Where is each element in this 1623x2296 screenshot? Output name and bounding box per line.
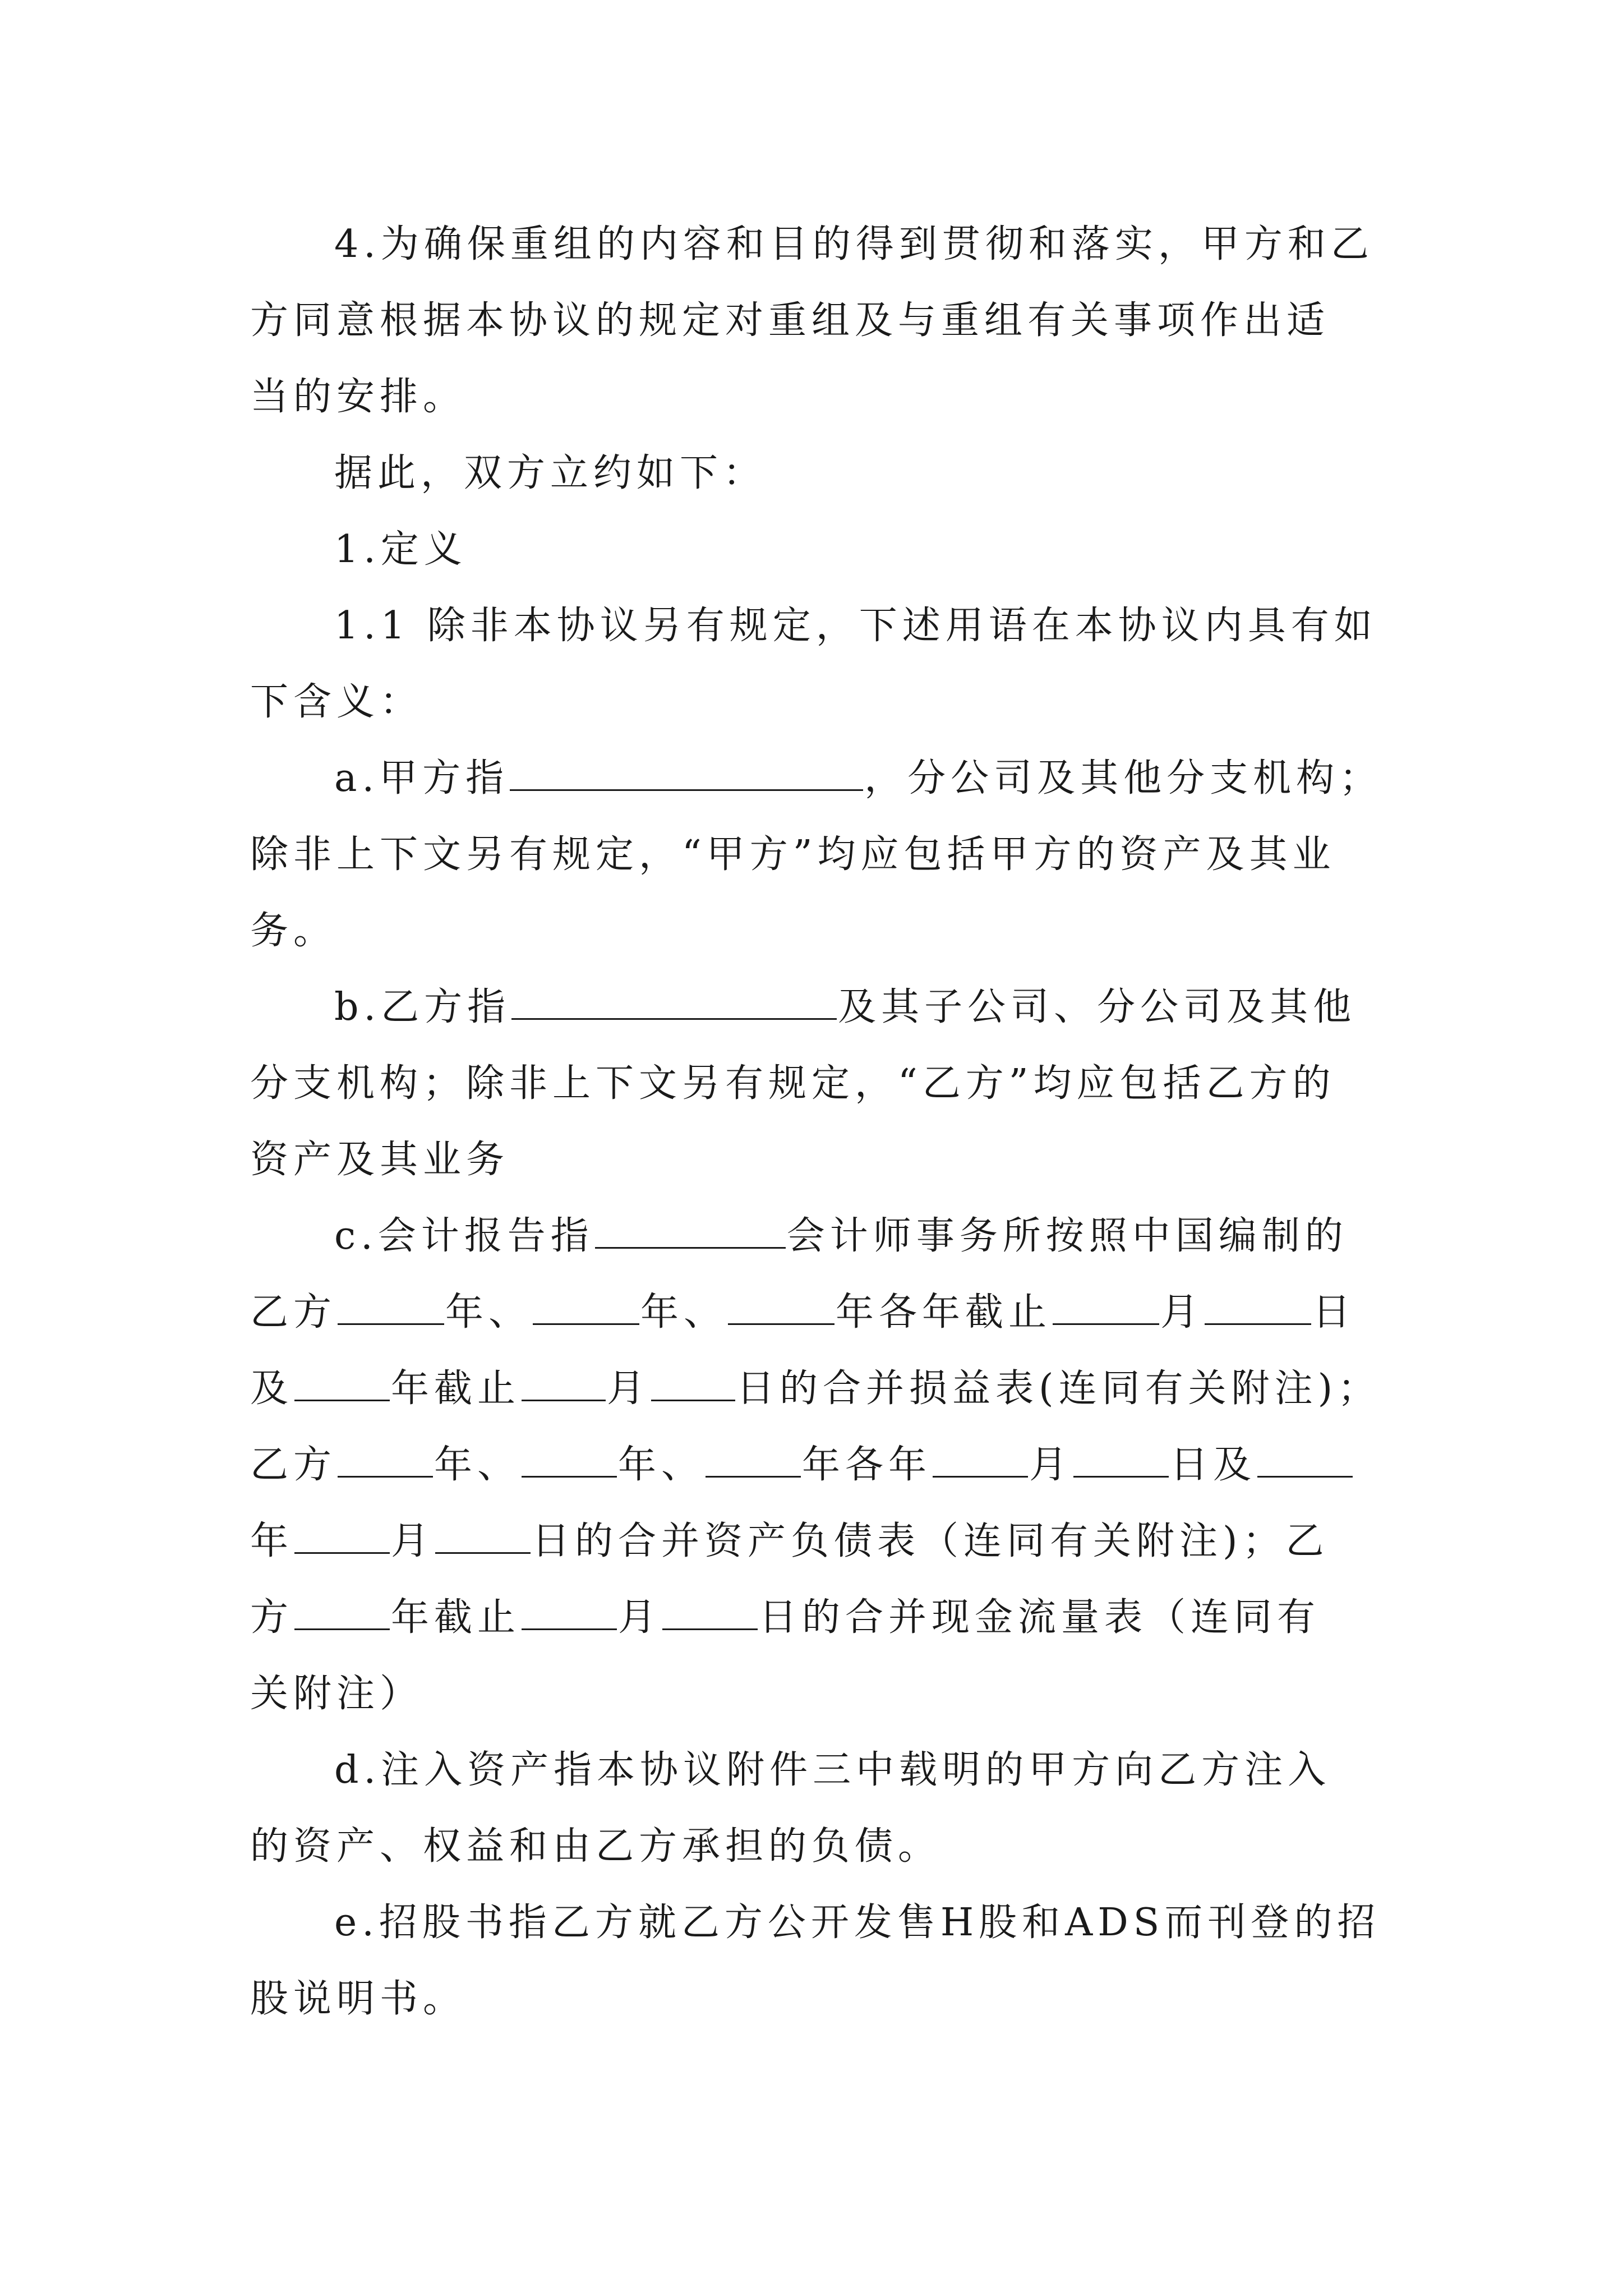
text-fragment: 年 xyxy=(250,1519,294,1563)
item-a-prefix: a.甲方指 xyxy=(334,756,509,800)
blank-field[interactable] xyxy=(294,1365,390,1401)
item-b-line-2: 分支机构；除非上下文另有规定，“乙方”均应包括乙方的 xyxy=(250,1061,1336,1106)
text-fragment: 方 xyxy=(250,1595,294,1640)
blank-field[interactable] xyxy=(1205,1289,1311,1325)
text-fragment: 年、 xyxy=(445,1290,532,1335)
blank-field[interactable] xyxy=(1073,1442,1169,1478)
blank-field[interactable] xyxy=(511,984,837,1020)
blank-field[interactable] xyxy=(728,1289,834,1325)
item-c-prefix: c.会计报告指 xyxy=(334,1214,594,1258)
text-fragment: 年、 xyxy=(640,1290,727,1335)
clause-1-1-line-1: 1.1 除非本协议另有规定，下述用语在本协议内具有如 xyxy=(334,604,1377,648)
item-b-suffix: 及其子公司、分公司及其他 xyxy=(838,985,1357,1029)
text-fragment: 乙方 xyxy=(250,1290,337,1335)
para-4-line-3: 当的安排。 xyxy=(250,375,467,419)
blank-field[interactable] xyxy=(651,1365,735,1401)
blank-field[interactable] xyxy=(1257,1442,1353,1478)
item-c-line-6 xyxy=(250,1580,1320,1656)
text-fragment: 日及 xyxy=(1170,1443,1257,1487)
text-fragment: 年各年截止 xyxy=(836,1290,1052,1335)
item-d-line-1: d.注入资产指本协议附件三中载明的甲方向乙方注入 xyxy=(334,1748,1331,1792)
item-c-suffix: 会计师事务所按照中国编制的 xyxy=(786,1214,1348,1258)
text-fragment: 年各年 xyxy=(802,1443,932,1487)
blank-field[interactable] xyxy=(933,1442,1028,1478)
text-fragment: 日的合并损益表(连同有关附注)； xyxy=(736,1366,1381,1411)
item-a-suffix: ，分公司及其他分支机构； xyxy=(864,756,1383,800)
item-a-line-2: 除非上下文另有规定，“甲方”均应包括甲方的资产及其业 xyxy=(250,832,1336,877)
para-4-line-2: 方同意根据本协议的规定对重组及与重组有关事项作出适 xyxy=(250,298,1330,343)
blank-field[interactable] xyxy=(294,1518,390,1554)
blank-field[interactable] xyxy=(435,1518,531,1554)
text-fragment: 月 xyxy=(618,1595,662,1640)
blank-field[interactable] xyxy=(510,755,863,791)
blank-field[interactable] xyxy=(338,1442,433,1478)
blank-field[interactable] xyxy=(522,1594,617,1630)
blank-field[interactable] xyxy=(522,1442,617,1478)
item-c-line-3 xyxy=(250,1351,1381,1427)
item-c-line-7: 关附注） xyxy=(250,1672,423,1716)
text-fragment: 及 xyxy=(250,1366,294,1411)
text-fragment: 日 xyxy=(1312,1290,1356,1335)
text-fragment: 月 xyxy=(1029,1443,1073,1487)
blank-field[interactable] xyxy=(533,1289,639,1325)
text-fragment: 月 xyxy=(391,1519,435,1563)
text-fragment: 月 xyxy=(607,1366,651,1411)
item-b-prefix: b.乙方指 xyxy=(334,985,511,1029)
text-fragment: 日的合并现金流量表（连同有 xyxy=(759,1595,1321,1640)
text-fragment: 年截止 xyxy=(391,1366,521,1411)
section-heading-definitions: 1.定义 xyxy=(334,527,467,572)
text-fragment: 年截止 xyxy=(391,1595,521,1640)
text-fragment: 年、 xyxy=(618,1443,705,1487)
blank-field[interactable] xyxy=(338,1289,444,1325)
item-e-line-2: 股说明书。 xyxy=(250,1977,467,2021)
item-a-line-3: 务。 xyxy=(250,909,337,953)
text-fragment: 日的合并资产负债表（连同有关附注)；乙 xyxy=(532,1519,1329,1563)
text-fragment: 乙方 xyxy=(250,1443,337,1487)
blank-field[interactable] xyxy=(662,1594,758,1630)
item-b-line-1 xyxy=(334,969,1356,1046)
text-fragment: 月 xyxy=(1160,1290,1204,1335)
item-c-line-1 xyxy=(334,1198,1348,1274)
item-c-line-4 xyxy=(250,1427,1354,1503)
para-4-line-1: 4.为确保重组的内容和目的得到贯彻和落实，甲方和乙 xyxy=(334,222,1374,266)
text-fragment: 年、 xyxy=(434,1443,521,1487)
blank-field[interactable] xyxy=(294,1594,390,1630)
item-e-line-1: e.招股书指乙方就乙方公开发售H股和ADS而刊登的招 xyxy=(334,1901,1381,1945)
item-a-line-1 xyxy=(334,740,1382,817)
blank-field[interactable] xyxy=(522,1365,606,1401)
item-b-line-3: 资产及其业务 xyxy=(250,1138,510,1182)
blank-field[interactable] xyxy=(706,1442,801,1478)
blank-field[interactable] xyxy=(595,1213,786,1249)
item-c-line-2 xyxy=(250,1274,1355,1351)
clause-1-1-line-2: 下含义： xyxy=(250,680,423,724)
item-d-line-2: 的资产、权益和由乙方承担的负债。 xyxy=(250,1824,942,1869)
item-c-line-5 xyxy=(250,1503,1329,1580)
agreement-intro: 据此，双方立约如下： xyxy=(334,451,767,495)
blank-field[interactable] xyxy=(1053,1289,1159,1325)
